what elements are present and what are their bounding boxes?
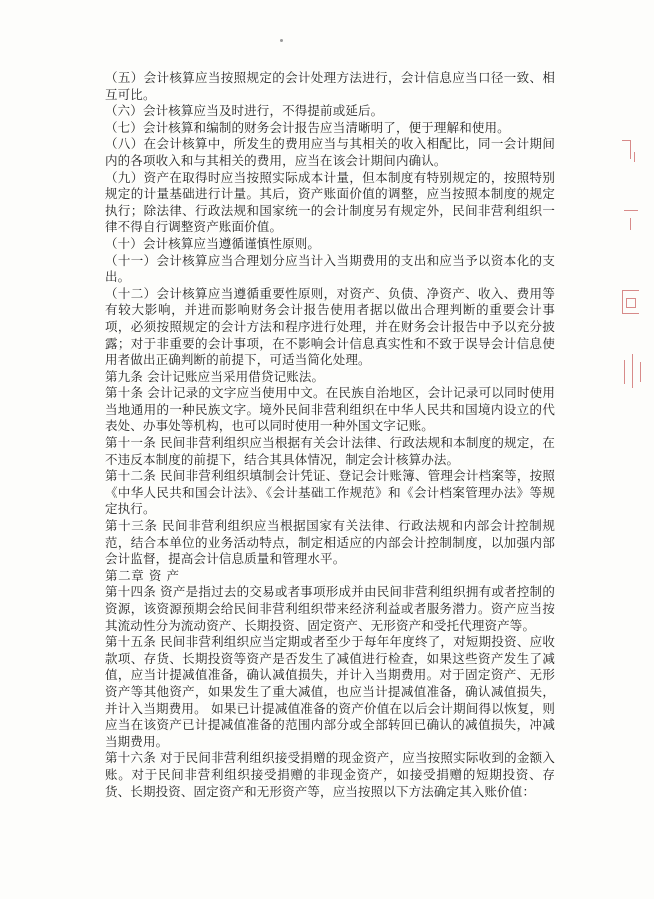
paragraph-8: （八）在会计核算中，所发生的费用应当与其相关的收入相配比，同一会计期间内的各项收入和与其相关的费用，应当在该会计期间内确认。 xyxy=(105,136,555,168)
paragraph-10: （十）会计核算应当遵循谨慎性原则。 xyxy=(105,235,321,251)
seal-fragment xyxy=(632,354,633,388)
seal-fragment xyxy=(630,218,631,230)
article-11: 第十一条 民间非营利组织应当根据有关会计法律、行政法规和本制度的规定，在不违反本制度的前提下，结合其具体情况，制定会计核算办法。 xyxy=(105,435,555,467)
seal-fragment xyxy=(624,210,638,211)
article-16: 第十六条 对于民间非营利组织接受捐赠的现金资产，应当按照实际收到的金额入账。对于民间非营利组织接受捐赠的非现金资产，如接受捐赠的短期投资、存货、长期投资、固定资产和无形资产等，应当按照以下方法确定其入账价值： xyxy=(105,750,555,799)
paragraph-12: （十二）会计核算应当遵循重要性原则，对资产、负债、净资产、收入、费用等有较大影响，并进而影响财务会计报告使用者据以做出合理判断的重要会计事项，必须按照规定的会计方法和程序进行处理，并在财务会计报告中予以充分披露；对于非重要的会计事项，在不影响会计信息真实性和不致于误导会计信息使用者做出正确判断的前提下，可适当简化处理。 xyxy=(105,285,555,368)
paragraph-11: （十一）会计核算应当合理划分应当计入当期费用的支出和应当予以资本化的支出。 xyxy=(105,252,555,285)
seal-fragment xyxy=(634,152,635,162)
article-15: 第十五条 民间非营利组织应当定期或者至少于每年年度终了，对短期投资、应收款项、存货、长期投资等资产是否发生了减值进行检查，如果这些资产发生了减值，应当计提减值准备，确认减值损失，并计入当期费用。对于固定资产、无形资产等其他资产，如果发生了重大减值，也应当计提减值准备，确认减值损失，并计入当期费用。 如果已计提减值准备的资产价值在以后会计期间得以恢复，则应当在该资产已计提减值准备的范围内部分或全部转回已确认的减值损失，冲减当期费用。 xyxy=(105,634,555,749)
paragraph-7: （七）会计核算和编制的财务会计报告应当清晰明了，便于理解和使用。 xyxy=(105,119,510,135)
seal-fragment xyxy=(626,298,636,308)
paragraph-5: （五）会计核算应当按照规定的会计处理方法进行，会计信息应当口径一致、相互可比。 xyxy=(105,70,555,102)
scan-speck xyxy=(280,39,283,42)
seal-fragment xyxy=(622,140,631,159)
article-9: 第九条 会计记账应当采用借贷记账法。 xyxy=(105,368,325,384)
paragraph-9: （九）资产在取得时应当按照实际成本计量，但本制度有特别规定的，按照特别规定的计量基础进行计量。其后，资产账面价值的调整，应当按照本制度的规定执行；除法律、行政法规和国家统一的会计制度另有规定外，民间非营利组织一律不得自行调整资产账面价值。 xyxy=(105,169,555,235)
chapter-2-heading: 第二章 资 产 xyxy=(105,567,180,583)
binding-seal-marks xyxy=(620,140,648,440)
article-13: 第十三条 民间非营利组织应当根据国家有关法律、行政法规和内部会计控制规范，结合本单位的业务活动特点，制定相适应的内部会计控制制度，以加强内部会计监督，提高会计信息质量和管理水平。 xyxy=(105,518,555,567)
seal-fragment xyxy=(624,360,625,384)
article-10: 第十条 会计记录的文字应当使用中文。在民族自治地区，会计记录可以同时使用当地通用的一种民族文字。境外民间非营利组织在中华人民共和国境内设立的代表处、办事处等机构，也可以同时使用一种外国文字记账。 xyxy=(105,385,555,434)
paragraph-6: （六）会计核算应当及时进行，不得提前或延后。 xyxy=(105,103,384,119)
article-14: 第十四条 资产是指过去的交易或者事项形成并由民间非营利组织拥有或者控制的资源，该资源预期会给民间非营利组织带来经济利益或者服务潜力。资产应当按其流动性分为流动资产、长期投资、固定资产、无形资产和受托代理资产等。 xyxy=(105,584,555,633)
seal-fragment xyxy=(640,362,641,382)
article-12: 第十二条 民间非营利组织填制会计凭证、登记会计账簿、管理会计档案等，按照《中华人民共和国会计法》、《会计基础工作规范》和《会计档案管理办法》等规定执行。 xyxy=(105,468,555,517)
document-body xyxy=(105,70,555,800)
